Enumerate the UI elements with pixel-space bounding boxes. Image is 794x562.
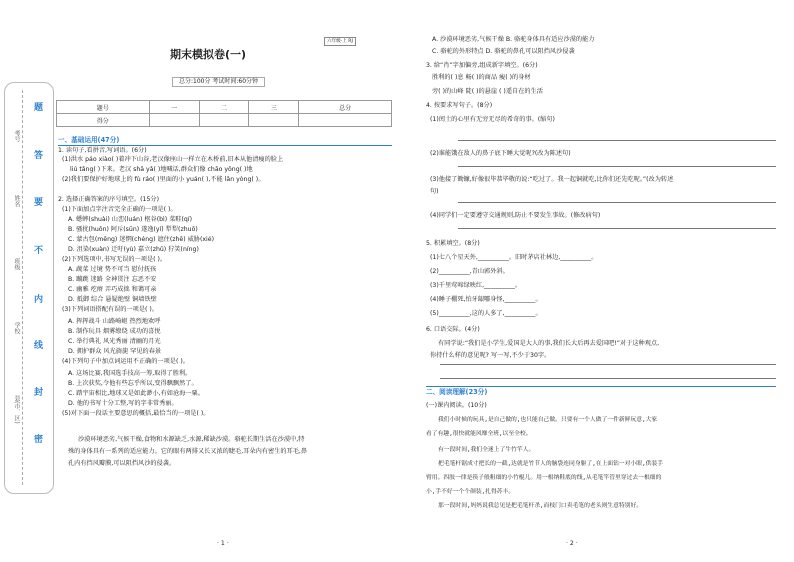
section-rule <box>58 145 392 146</box>
binding-field-label: 县(市、区) <box>13 395 20 424</box>
binding-field-label: 姓名 <box>13 195 20 207</box>
question-line: (4)睡子棚死,怕牙龈哪身怪,__________。 <box>430 296 542 303</box>
score-header: 一 <box>149 101 199 114</box>
question-line: 你持什么样的意见呢? 写一写,不少于30字。 <box>430 352 551 359</box>
page-title: 期末模拟卷(一) <box>170 48 247 61</box>
passage-line: 那一段时间,妈妈说我总见是把毛笔杆杀,而枝门口卖毛笔的老头则生意特别好。 <box>438 503 643 509</box>
question-line: C. 骆驼的外形特点 D. 骆驼的鼻孔可以阻挡风沙侵袭 <box>432 48 575 55</box>
question-line: (4)同学们一定要遵守交通规则,防止不要发生事故。(修改病句) <box>430 212 601 219</box>
question-line: 4. 按要求写句子。(8分) <box>426 102 493 109</box>
question-line: 旁( )的山峰 陡( )的悬崖 ( )遥自在的生活 <box>432 88 543 95</box>
question-line: 2. 选择正确答案的序号填空。(15分) <box>58 196 160 203</box>
answer-line[interactable] <box>458 166 776 167</box>
score-header: 题号 <box>57 101 150 114</box>
page-number: · 2 · <box>566 540 578 547</box>
question-line: (1)七八个星天外,__________。旧时茅店社林边,__________。 <box>430 254 598 261</box>
question-line: D. 拥护群众 风光旖旎 罕见的春景 <box>68 348 162 355</box>
binding-char: 不 <box>34 246 44 256</box>
section-heading: 二、阅读理解(23分) <box>426 388 488 396</box>
passage-line: 看了有趣,很快就能风靡全班,以至全校。 <box>426 431 532 437</box>
answer-line[interactable] <box>458 140 776 141</box>
binding-char: 内 <box>34 295 44 305</box>
question-line: C. 幽雅 疙瘩 弄巧成拙 和蔼可亲 <box>68 286 157 293</box>
passage-line: 有一段时间,我们全迷上了牛竹竿人。 <box>438 447 535 453</box>
question-line: (1)下面加点字注音完全正确的一项是( )。 <box>62 206 177 213</box>
question-line: B. 制作玩具 烟雾缭绕 成功的喜悦 <box>68 328 161 335</box>
question-line: A. 这场比赛,我国选手技高一筹,取得了胜利。 <box>68 370 192 377</box>
question-line: (4)下列句子中加点词运用不正确的一项是( )。 <box>62 358 189 365</box>
question-line: (3)他接了锄镰,好像很毕恭毕敬的说:“吃过了。我一起铜就吃,比你们还先吃呢。”(改为转述 <box>430 176 674 183</box>
question-line: 1. 读句子,看拼音,写词语。(6分) <box>58 147 147 154</box>
question-line: D. 他的书写十分工整,写的字非常秀丽。 <box>68 400 178 407</box>
binding-field-label: 班级 <box>13 258 20 270</box>
grade-tag: 六年级·上 RJ <box>324 37 356 46</box>
question-line: D. 抵御 综合 悬疑绝壁 铜墙铁壁 <box>68 296 157 303</box>
question-line: A. 蟋蟀(shuài) 山峦(luán) 枢谷(bì) 菜畦(qí) <box>68 216 192 223</box>
passage-line: 把毛笔杆锯成寸把长的一截,达就是竹节人的脑袋连同身躯了,在上面钻一对小眼,供装手 <box>438 461 663 467</box>
question-line: 3. 给“肖”字加偏旁,组成新字填空。(6分) <box>426 62 538 69</box>
question-line: 胜利的( )息 畅( )的商品 瘦( )的身材 <box>432 74 531 81</box>
question-line: (2)我们要保护好地球上的 fù ráo( )里面的小 yuán( ),不能 lǎn yòng( )。 <box>62 176 265 183</box>
question-line: (1)洪水 páo xiào( )着冲下山谷,老汉像座山一样立在木桥前,旧本从他清瘦的脸上 <box>62 156 284 163</box>
question-line: (2)谁能饿在敌人的鼻子底下睡大觉呢?(改为陈述句) <box>430 150 571 157</box>
section-rule <box>426 386 776 387</box>
question-line: C. 蒙古包(měng) 迷惘(chéng) 遮住(zhē) 威胁(xié) <box>68 236 214 243</box>
question-line: 有同学说:“我们是小学生,爱国是大人的事,我们长大后再去爱国吧!”对于这种观点, <box>438 340 660 347</box>
binding-field-label: 学校 <box>13 322 20 334</box>
question-line: A. 蔬菜 过境 势不可当 慰付抚孩 <box>68 266 157 273</box>
answer-line[interactable] <box>440 364 776 365</box>
question-line: D. 沮染(xuàn) 迁吁(yù) 嘉立(zhǔ) 狞笑(níng) <box>68 246 199 253</box>
question-line: 5. 积累填空。(8分) <box>426 240 480 247</box>
question-line: C. 踏宇宙相比,地球又是如此渺小,有如沧海一粟。 <box>68 390 204 397</box>
question-line: (1)闰土的心里有无穷无尽的希奇的事。(缩句) <box>430 116 555 123</box>
passage-line: 小,手不好一个个颜装,扎得苏丰。 <box>426 489 515 495</box>
question-line: C. 举行典礼 风光秀丽 清幽的月光 <box>68 338 161 345</box>
passage-line: 孔内有挡风瓣膜,可以阻挡风沙的侵袭。 <box>68 460 176 467</box>
page-number: · 1 · <box>217 540 229 547</box>
fold-line <box>22 90 23 485</box>
binding-margin <box>4 82 54 494</box>
score-header: 总分 <box>299 101 392 114</box>
answer-line[interactable] <box>440 378 776 379</box>
answer-line[interactable] <box>458 202 776 203</box>
question-line: (5)对下面一段话主要意思的概括,最恰当的一项是( )。 <box>62 410 210 417</box>
question-line: (3)下列词语搭配有误的一项是( )。 <box>62 306 158 313</box>
answer-line[interactable] <box>458 228 776 229</box>
question-line: (5)__________,这的人多了,__________。 <box>430 310 542 317</box>
passage-line: 沙漠环境恶劣,气候干燥,食物和水源缺乏,水源,稀缺沙漠。骆驼长期生活在沙漠中,特 <box>78 436 305 443</box>
score-cell[interactable] <box>199 114 249 127</box>
score-header: 二 <box>199 101 249 114</box>
question-line: liú tǎng( )下来。老汉 shā yǎ( )地喊话,群众们像 chāo yǒng( )地 <box>70 166 253 173</box>
passage-line: 殊的身体具有一系列的适应能力。它的眼有两排又长又浓的睫毛,耳朵内有密生的耳毛,鼻 <box>68 448 308 455</box>
binding-char: 题 <box>34 103 44 113</box>
subsection-heading: (一)课内阅读。(10分) <box>426 402 487 409</box>
score-row-label: 得分 <box>57 114 150 127</box>
question-line: 句) <box>430 188 439 195</box>
question-line: A. 沙漠环境恶劣,气候干燥 B. 骆驼身体具有适应沙漠的能力 <box>432 36 595 43</box>
question-line: (2)下列选项中,书写无误的一项是( )。 <box>62 256 167 263</box>
binding-char: 答 <box>34 151 44 161</box>
question-line: 6. 口语交际。(4分) <box>426 326 480 333</box>
question-line: (3)千里莺啼绿映红,__________。 <box>430 282 522 289</box>
binding-char: 要 <box>34 198 44 208</box>
binding-field-label: 考号 <box>13 130 20 142</box>
section-heading: 一、基础运用(47分) <box>58 136 120 144</box>
passage-line: 臂用。四肢一律是筷子般粗细的小竹棍儿。用一根纳鞋底的线,从毛笔竿管里穿过去一根细的 <box>426 475 662 481</box>
passage-line: 我们小时候的玩具,是自己做的,也只能自己做。只要有一个人做了一件新鲜玩意,大家 <box>438 417 658 423</box>
question-line: (2)__________,青山郭外斜。 <box>430 268 509 275</box>
score-cell[interactable] <box>249 114 299 127</box>
binding-char: 线 <box>34 341 44 351</box>
score-header: 三 <box>249 101 299 114</box>
binding-char: 密 <box>34 435 44 445</box>
question-line: B. 骚扰(huǒn) 阿斥(sūn) 遂逸(yí) 犁犁(zhuō) <box>68 226 198 233</box>
score-cell[interactable] <box>149 114 199 127</box>
score-table <box>56 100 392 127</box>
question-line: A. 挥挥战斗 山路崎岖 热烈地欢呼 <box>68 318 161 325</box>
question-line: B. 上次获奖,令他有些忘乎所以,变得飘飘然了。 <box>68 380 198 387</box>
exam-meta: 总分:100分 考试时间:60分钟 <box>172 77 265 87</box>
score-cell[interactable] <box>299 114 392 127</box>
question-line: B. 蹦跳 迷路 全神贯注 忘恶不安 <box>68 276 157 283</box>
binding-char: 封 <box>34 388 44 398</box>
